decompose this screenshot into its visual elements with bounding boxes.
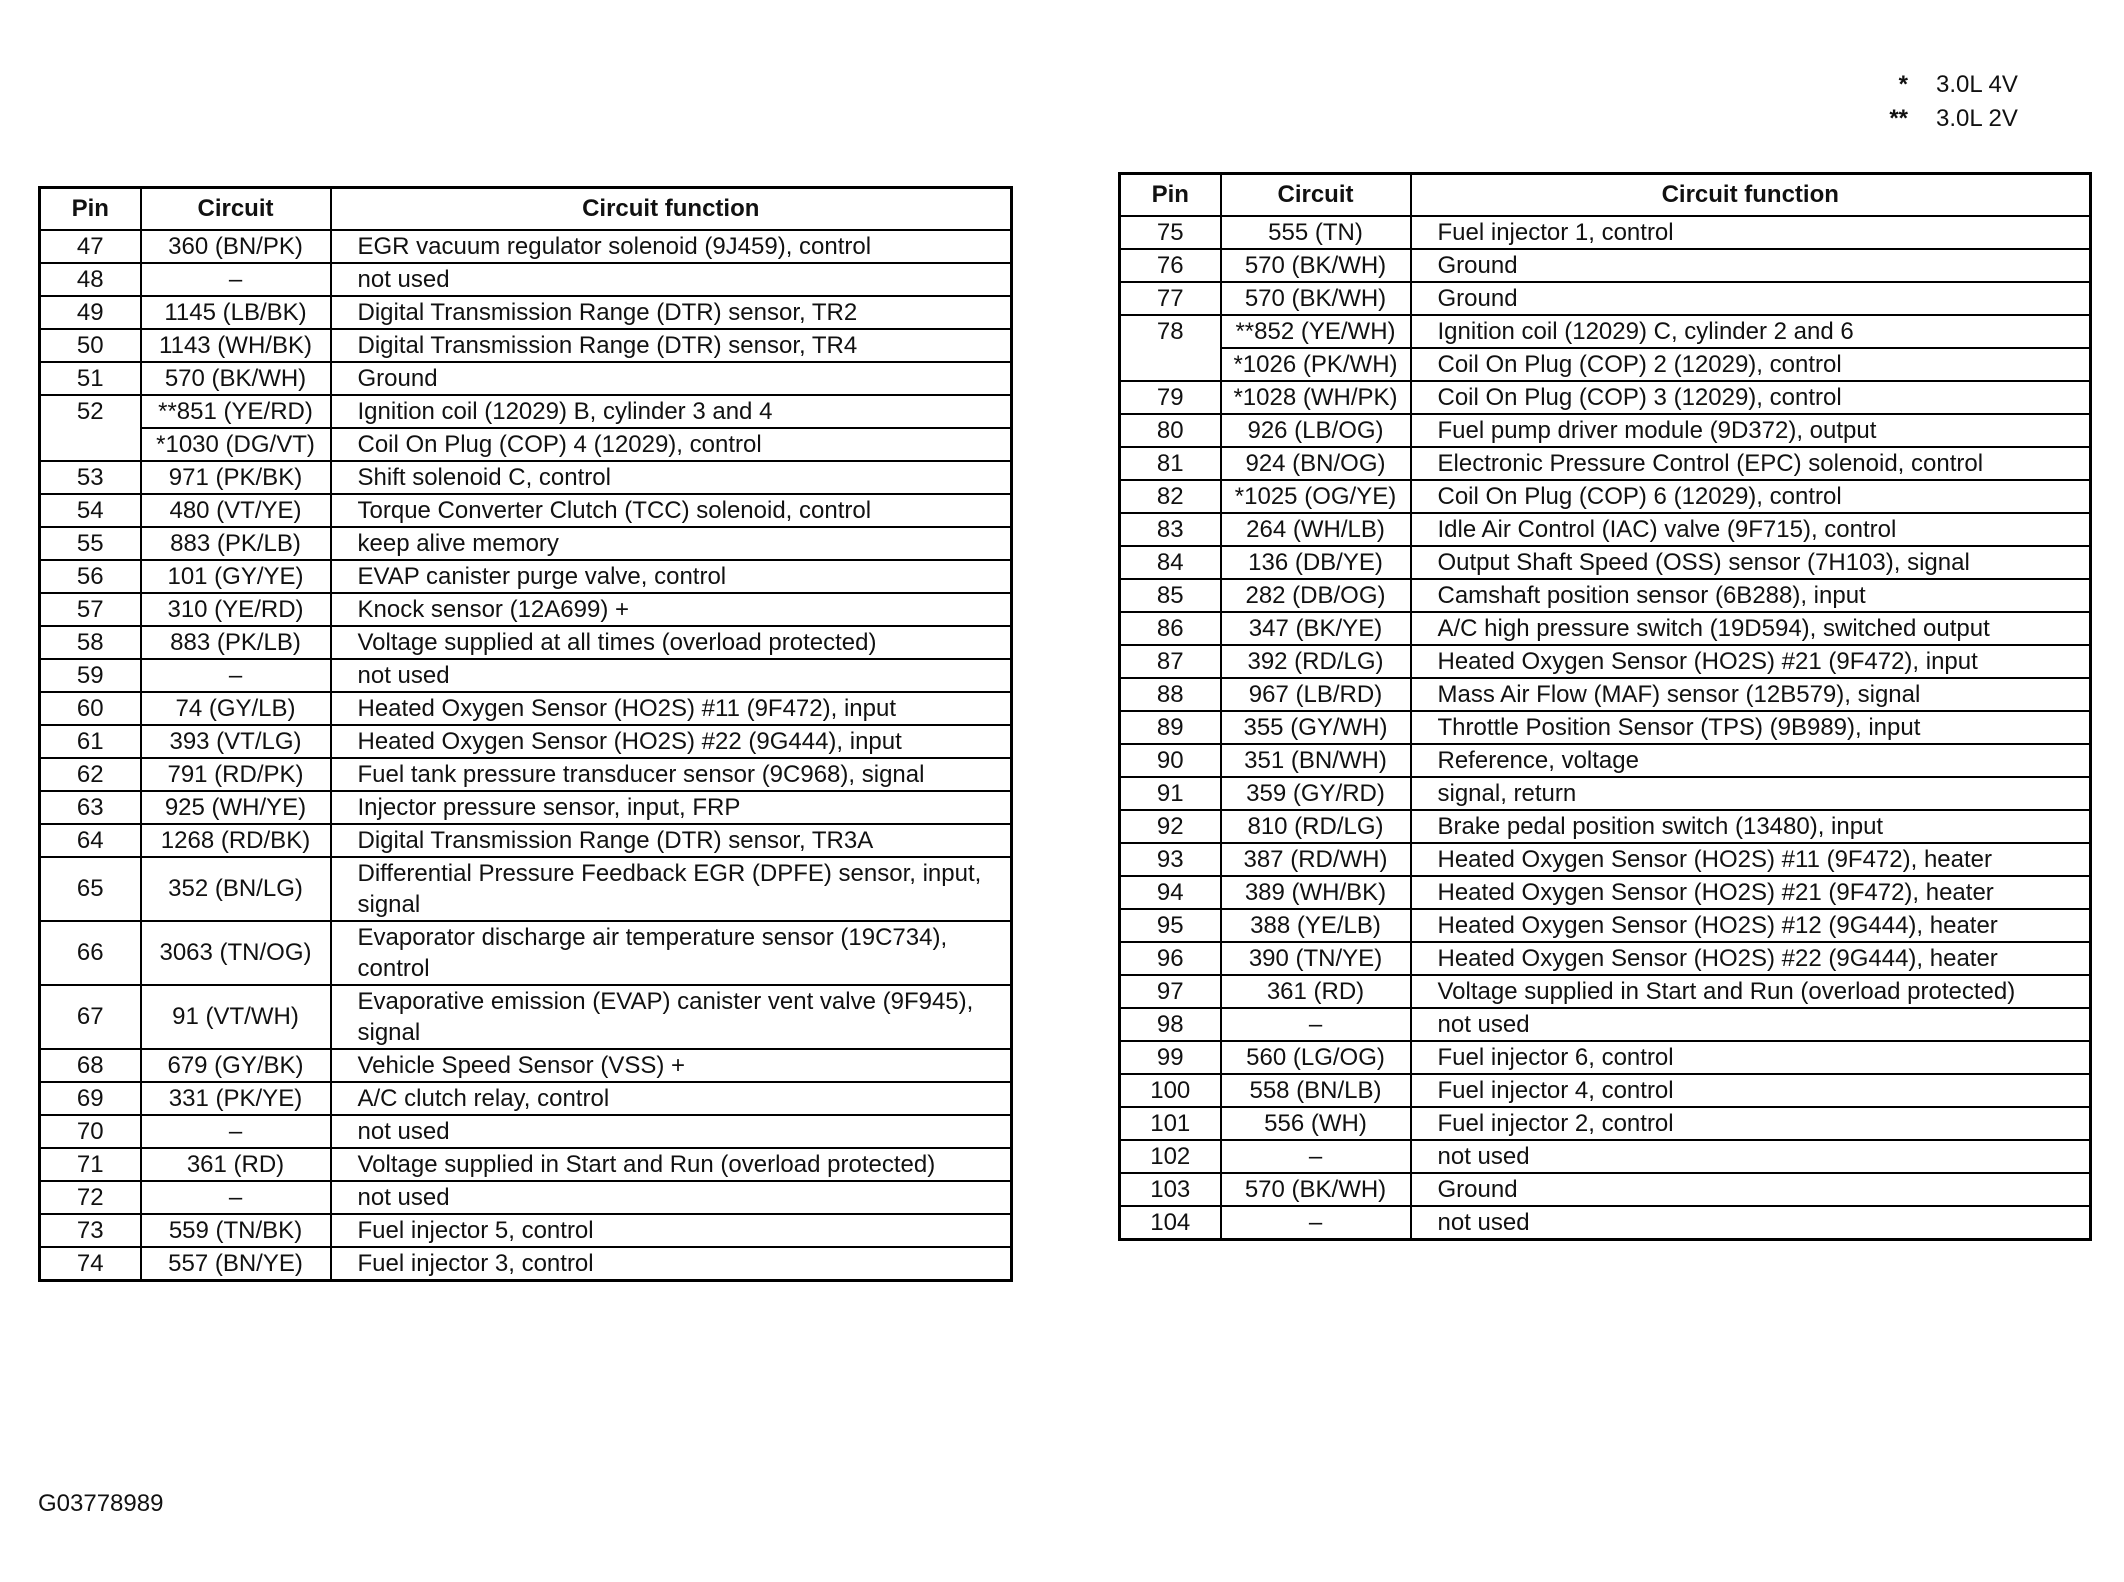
table-row: [1120, 1140, 2091, 1173]
function-cell: not used: [1411, 1008, 2091, 1041]
table-row: [40, 758, 1012, 791]
function-cell: Fuel injector 4, control: [1411, 1074, 2091, 1107]
pin-cell: 56: [40, 560, 141, 593]
function-cell: Injector pressure sensor, input, FRP: [331, 791, 1012, 824]
pin-cell: 83: [1120, 513, 1221, 546]
circuit-cell: 1143 (WH/BK): [141, 329, 331, 362]
table-row: [1120, 546, 2091, 579]
pin-cell: 64: [40, 824, 141, 857]
circuit-cell: 352 (BN/LG): [141, 857, 331, 921]
pin-cell: 58: [40, 626, 141, 659]
legend: [1882, 68, 2018, 136]
circuit-cell: 558 (BN/LB): [1221, 1074, 1411, 1107]
function-cell: Camshaft position sensor (6B288), input: [1411, 579, 2091, 612]
table-row: [1120, 216, 2091, 249]
pin-cell: 94: [1120, 876, 1221, 909]
function-cell: EGR vacuum regulator solenoid (9J459), control: [331, 230, 1012, 263]
function-cell: Coil On Plug (COP) 6 (12029), control: [1411, 480, 2091, 513]
pin-cell: 96: [1120, 942, 1221, 975]
function-cell: Fuel injector 5, control: [331, 1214, 1012, 1247]
circuit-cell: –: [1221, 1206, 1411, 1240]
table-row: [1120, 711, 2091, 744]
pin-cell: 90: [1120, 744, 1221, 777]
pin-cell: 89: [1120, 711, 1221, 744]
table-row: [1120, 513, 2091, 546]
table-row: [40, 296, 1012, 329]
table-body: [1120, 216, 2091, 1240]
function-cell: Torque Converter Clutch (TCC) solenoid, control: [331, 494, 1012, 527]
circuit-cell: 570 (BK/WH): [141, 362, 331, 395]
circuit-cell: 264 (WH/LB): [1221, 513, 1411, 546]
table-row: [1120, 942, 2091, 975]
table-row: [40, 725, 1012, 758]
circuit-cell: 360 (BN/PK): [141, 230, 331, 263]
circuit-cell: **851 (YE/RD): [141, 395, 331, 428]
table-row: [40, 527, 1012, 560]
function-cell: Heated Oxygen Sensor (HO2S) #22 (9G444), heater: [1411, 942, 2091, 975]
table-row: [40, 494, 1012, 527]
function-cell: Fuel injector 6, control: [1411, 1041, 2091, 1074]
function-cell: Idle Air Control (IAC) valve (9F715), control: [1411, 513, 2091, 546]
circuit-cell: 361 (RD): [1221, 975, 1411, 1008]
circuit-cell: –: [141, 263, 331, 296]
pin-cell: 68: [40, 1049, 141, 1082]
function-cell: Coil On Plug (COP) 4 (12029), control: [331, 428, 1012, 461]
function-cell: Shift solenoid C, control: [331, 461, 1012, 494]
header-function: Circuit function: [1411, 174, 2091, 217]
table-row: [40, 824, 1012, 857]
pin-cell: 55: [40, 527, 141, 560]
circuit-cell: 136 (DB/YE): [1221, 546, 1411, 579]
table-row: [40, 1148, 1012, 1181]
table-row: [40, 329, 1012, 362]
pin-cell: 75: [1120, 216, 1221, 249]
function-cell: Fuel injector 2, control: [1411, 1107, 2091, 1140]
table-row: [40, 985, 1012, 1049]
table-row: [1120, 1008, 2091, 1041]
circuit-cell: 355 (GY/WH): [1221, 711, 1411, 744]
function-cell: A/C clutch relay, control: [331, 1082, 1012, 1115]
circuit-cell: *1028 (WH/PK): [1221, 381, 1411, 414]
circuit-cell: 347 (BK/YE): [1221, 612, 1411, 645]
table-row: [1120, 348, 2091, 381]
function-cell: Heated Oxygen Sensor (HO2S) #12 (9G444), heater: [1411, 909, 2091, 942]
pin-cell: 57: [40, 593, 141, 626]
circuit-cell: –: [141, 1115, 331, 1148]
table-row: [40, 263, 1012, 296]
table-row: [40, 362, 1012, 395]
table-row: [1120, 810, 2091, 843]
circuit-cell: 393 (VT/LG): [141, 725, 331, 758]
circuit-cell: 361 (RD): [141, 1148, 331, 1181]
function-cell: Coil On Plug (COP) 3 (12029), control: [1411, 381, 2091, 414]
function-cell: Ground: [1411, 282, 2091, 315]
circuit-cell: 1268 (RD/BK): [141, 824, 331, 857]
table-row: [1120, 480, 2091, 513]
pin-cell: 77: [1120, 282, 1221, 315]
function-cell: signal, return: [1411, 777, 2091, 810]
circuit-cell: 925 (WH/YE): [141, 791, 331, 824]
pin-cell: 87: [1120, 645, 1221, 678]
pin-cell: 62: [40, 758, 141, 791]
circuit-cell: 570 (BK/WH): [1221, 282, 1411, 315]
table-row: [1120, 414, 2091, 447]
table-row: [40, 1214, 1012, 1247]
pin-cell: 70: [40, 1115, 141, 1148]
table-row: [1120, 282, 2091, 315]
table-body: [40, 230, 1012, 1281]
circuit-cell: –: [1221, 1008, 1411, 1041]
pin-cell: 95: [1120, 909, 1221, 942]
circuit-cell: 557 (BN/YE): [141, 1247, 331, 1281]
table-row: [1120, 1074, 2091, 1107]
function-cell: Ignition coil (12029) C, cylinder 2 and 6: [1411, 315, 2091, 348]
function-cell: Ignition coil (12029) B, cylinder 3 and 4: [331, 395, 1012, 428]
table-row: [1120, 678, 2091, 711]
header-function: Circuit function: [331, 188, 1012, 231]
table-row: [40, 395, 1012, 428]
table-row: [40, 1082, 1012, 1115]
table-row: [40, 626, 1012, 659]
function-cell: Heated Oxygen Sensor (HO2S) #11 (9F472), input: [331, 692, 1012, 725]
circuit-cell: 570 (BK/WH): [1221, 1173, 1411, 1206]
function-cell: Fuel pump driver module (9D372), output: [1411, 414, 2091, 447]
header-circuit: Circuit: [141, 188, 331, 231]
circuit-cell: 310 (YE/RD): [141, 593, 331, 626]
function-cell: Voltage supplied at all times (overload protected): [331, 626, 1012, 659]
table-row: [1120, 645, 2091, 678]
table-row: [1120, 1041, 2091, 1074]
circuit-cell: 570 (BK/WH): [1221, 249, 1411, 282]
pin-cell: 72: [40, 1181, 141, 1214]
table-row: [1120, 612, 2091, 645]
function-cell: Heated Oxygen Sensor (HO2S) #21 (9F472), heater: [1411, 876, 2091, 909]
function-cell: Brake pedal position switch (13480), input: [1411, 810, 2091, 843]
circuit-cell: *1026 (PK/WH): [1221, 348, 1411, 381]
circuit-cell: *1030 (DG/VT): [141, 428, 331, 461]
pin-cell: 54: [40, 494, 141, 527]
function-cell: Heated Oxygen Sensor (HO2S) #11 (9F472), heater: [1411, 843, 2091, 876]
table-header-row: [40, 188, 1012, 231]
pin-cell: 100: [1120, 1074, 1221, 1107]
pin-cell: 61: [40, 725, 141, 758]
pin-cell: 52: [40, 395, 141, 461]
pin-cell: 103: [1120, 1173, 1221, 1206]
pin-cell: 76: [1120, 249, 1221, 282]
circuit-cell: 791 (RD/PK): [141, 758, 331, 791]
pin-cell: 80: [1120, 414, 1221, 447]
legend-row-2v: [1882, 102, 2018, 136]
table-row: [1120, 909, 2091, 942]
table-row: [1120, 843, 2091, 876]
table-row: [40, 230, 1012, 263]
pin-cell: 48: [40, 263, 141, 296]
function-cell: Reference, voltage: [1411, 744, 2091, 777]
function-cell: Ground: [1411, 1173, 2091, 1206]
pin-cell: 92: [1120, 810, 1221, 843]
pin-cell: 69: [40, 1082, 141, 1115]
function-cell: Voltage supplied in Start and Run (overload protected): [1411, 975, 2091, 1008]
legend-mark: **: [1889, 105, 1908, 132]
function-cell: Evaporative emission (EVAP) canister vent valve (9F945), signal: [331, 985, 1012, 1049]
pin-cell: 60: [40, 692, 141, 725]
circuit-cell: 351 (BN/WH): [1221, 744, 1411, 777]
pin-cell: 63: [40, 791, 141, 824]
function-cell: not used: [331, 1115, 1012, 1148]
circuit-cell: –: [1221, 1140, 1411, 1173]
pin-cell: 88: [1120, 678, 1221, 711]
function-cell: Heated Oxygen Sensor (HO2S) #21 (9F472), input: [1411, 645, 2091, 678]
legend-row-4v: [1882, 68, 2018, 102]
legend-text: 3.0L 4V: [1936, 71, 2018, 98]
circuit-cell: 810 (RD/LG): [1221, 810, 1411, 843]
pin-cell: 78: [1120, 315, 1221, 381]
function-cell: Fuel tank pressure transducer sensor (9C968), signal: [331, 758, 1012, 791]
function-cell: not used: [331, 659, 1012, 692]
pin-cell: 81: [1120, 447, 1221, 480]
table-row: [40, 791, 1012, 824]
circuit-cell: 971 (PK/BK): [141, 461, 331, 494]
function-cell: not used: [1411, 1140, 2091, 1173]
header-pin: Pin: [1120, 174, 1221, 217]
circuit-cell: 389 (WH/BK): [1221, 876, 1411, 909]
table-row: [1120, 1173, 2091, 1206]
function-cell: Fuel injector 1, control: [1411, 216, 2091, 249]
table-row: [40, 461, 1012, 494]
function-cell: Differential Pressure Feedback EGR (DPFE) sensor, input, signal: [331, 857, 1012, 921]
function-cell: keep alive memory: [331, 527, 1012, 560]
function-cell: Mass Air Flow (MAF) sensor (12B579), signal: [1411, 678, 2091, 711]
circuit-cell: 359 (GY/RD): [1221, 777, 1411, 810]
pin-cell: 67: [40, 985, 141, 1049]
table-row: [40, 1181, 1012, 1214]
function-cell: Voltage supplied in Start and Run (overload protected): [331, 1148, 1012, 1181]
pin-cell: 86: [1120, 612, 1221, 645]
table-row: [1120, 249, 2091, 282]
pin-cell: 50: [40, 329, 141, 362]
function-cell: Coil On Plug (COP) 2 (12029), control: [1411, 348, 2091, 381]
pin-cell: 79: [1120, 381, 1221, 414]
table-row: [40, 428, 1012, 461]
pin-cell: 102: [1120, 1140, 1221, 1173]
pin-cell: 71: [40, 1148, 141, 1181]
circuit-cell: 1145 (LB/BK): [141, 296, 331, 329]
table-row: [1120, 315, 2091, 348]
circuit-cell: 388 (YE/LB): [1221, 909, 1411, 942]
function-cell: Knock sensor (12A699) +: [331, 593, 1012, 626]
circuit-cell: 387 (RD/WH): [1221, 843, 1411, 876]
circuit-cell: *1025 (OG/YE): [1221, 480, 1411, 513]
function-cell: EVAP canister purge valve, control: [331, 560, 1012, 593]
circuit-cell: 74 (GY/LB): [141, 692, 331, 725]
circuit-cell: 91 (VT/WH): [141, 985, 331, 1049]
pin-cell: 74: [40, 1247, 141, 1281]
pin-cell: 53: [40, 461, 141, 494]
table-row: [40, 1247, 1012, 1281]
function-cell: Vehicle Speed Sensor (VSS) +: [331, 1049, 1012, 1082]
circuit-cell: 3063 (TN/OG): [141, 921, 331, 985]
circuit-cell: **852 (YE/WH): [1221, 315, 1411, 348]
pin-cell: 101: [1120, 1107, 1221, 1140]
header-pin: Pin: [40, 188, 141, 231]
pin-cell: 85: [1120, 579, 1221, 612]
circuit-cell: 883 (PK/LB): [141, 626, 331, 659]
pin-cell: 91: [1120, 777, 1221, 810]
circuit-cell: 556 (WH): [1221, 1107, 1411, 1140]
circuit-cell: 679 (GY/BK): [141, 1049, 331, 1082]
table-row: [40, 593, 1012, 626]
circuit-cell: 559 (TN/BK): [141, 1214, 331, 1247]
circuit-cell: 480 (VT/YE): [141, 494, 331, 527]
pin-cell: 99: [1120, 1041, 1221, 1074]
circuit-cell: 883 (PK/LB): [141, 527, 331, 560]
function-cell: not used: [331, 1181, 1012, 1214]
function-cell: Ground: [331, 362, 1012, 395]
function-cell: Digital Transmission Range (DTR) sensor, TR3A: [331, 824, 1012, 857]
circuit-cell: 282 (DB/OG): [1221, 579, 1411, 612]
pin-cell: 98: [1120, 1008, 1221, 1041]
circuit-cell: 560 (LG/OG): [1221, 1041, 1411, 1074]
pin-cell: 65: [40, 857, 141, 921]
function-cell: not used: [331, 263, 1012, 296]
function-cell: Output Shaft Speed (OSS) sensor (7H103), signal: [1411, 546, 2091, 579]
function-cell: Digital Transmission Range (DTR) sensor, TR4: [331, 329, 1012, 362]
table-row: [40, 692, 1012, 725]
table-row: [1120, 876, 2091, 909]
table-row: [40, 1049, 1012, 1082]
pin-cell: 47: [40, 230, 141, 263]
pin-cell: 49: [40, 296, 141, 329]
circuit-cell: 101 (GY/YE): [141, 560, 331, 593]
function-cell: Fuel injector 3, control: [331, 1247, 1012, 1281]
table-header-row: [1120, 174, 2091, 217]
table-row: [1120, 447, 2091, 480]
pin-cell: 104: [1120, 1206, 1221, 1240]
table-row: [40, 1115, 1012, 1148]
function-cell: Electronic Pressure Control (EPC) solenoid, control: [1411, 447, 2091, 480]
pin-cell: 51: [40, 362, 141, 395]
pin-table-left: [38, 186, 1013, 1282]
pin-cell: 82: [1120, 480, 1221, 513]
table-row: [1120, 579, 2091, 612]
circuit-cell: –: [141, 659, 331, 692]
pin-table-right: [1118, 172, 2092, 1241]
header-circuit: Circuit: [1221, 174, 1411, 217]
function-cell: Digital Transmission Range (DTR) sensor, TR2: [331, 296, 1012, 329]
table-row: [40, 857, 1012, 921]
function-cell: Ground: [1411, 249, 2091, 282]
table-row: [1120, 777, 2091, 810]
table-row: [1120, 1206, 2091, 1240]
circuit-cell: 555 (TN): [1221, 216, 1411, 249]
pin-cell: 93: [1120, 843, 1221, 876]
circuit-cell: 924 (BN/OG): [1221, 447, 1411, 480]
function-cell: Heated Oxygen Sensor (HO2S) #22 (9G444), input: [331, 725, 1012, 758]
table-row: [40, 921, 1012, 985]
table-row: [1120, 975, 2091, 1008]
circuit-cell: 967 (LB/RD): [1221, 678, 1411, 711]
table-row: [1120, 381, 2091, 414]
circuit-cell: 926 (LB/OG): [1221, 414, 1411, 447]
table-row: [40, 560, 1012, 593]
pin-cell: 97: [1120, 975, 1221, 1008]
legend-text: 3.0L 2V: [1936, 105, 2018, 132]
pin-cell: 84: [1120, 546, 1221, 579]
function-cell: not used: [1411, 1206, 2091, 1240]
pin-cell: 66: [40, 921, 141, 985]
pin-cell: 59: [40, 659, 141, 692]
pin-cell: 73: [40, 1214, 141, 1247]
function-cell: Evaporator discharge air temperature sensor (19C734), control: [331, 921, 1012, 985]
circuit-cell: –: [141, 1181, 331, 1214]
circuit-cell: 392 (RD/LG): [1221, 645, 1411, 678]
table-row: [1120, 744, 2091, 777]
table-row: [1120, 1107, 2091, 1140]
function-cell: Throttle Position Sensor (TPS) (9B989), input: [1411, 711, 2091, 744]
legend-mark: *: [1898, 71, 1908, 98]
circuit-cell: 390 (TN/YE): [1221, 942, 1411, 975]
figure-id: G03778989: [38, 1490, 164, 1517]
function-cell: A/C high pressure switch (19D594), switched output: [1411, 612, 2091, 645]
circuit-cell: 331 (PK/YE): [141, 1082, 331, 1115]
table-row: [40, 659, 1012, 692]
